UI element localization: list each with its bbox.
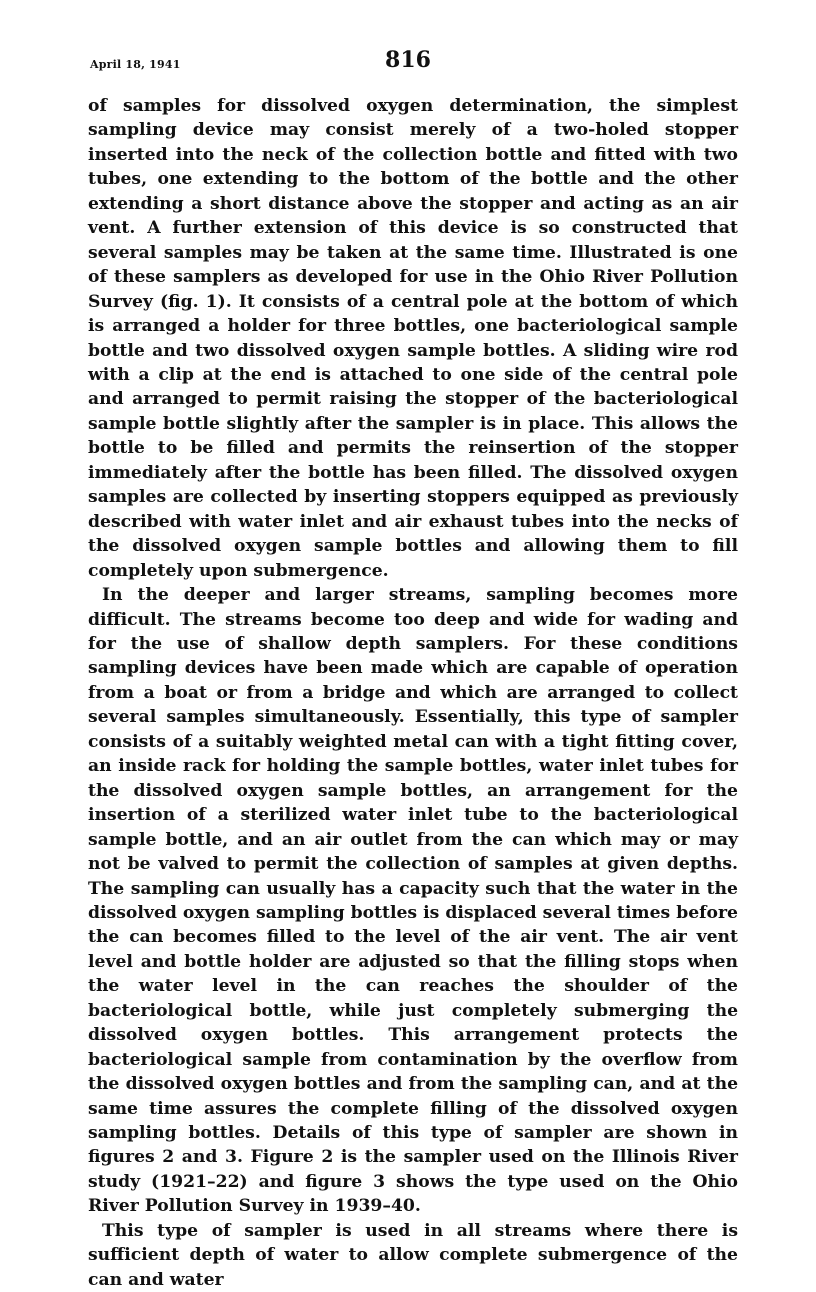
running-header-date: April 18, 1941 <box>90 58 181 71</box>
page-number: 816 <box>385 47 431 73</box>
paragraph-deeper-streams: In the deeper and larger streams, sampling becomes more difficult. The streams become too deep and wide for wading and for the use of shallow depth samplers. For these conditions sampling devices have been made which are capable of operation from a boat or from a bridge and which are arranged to collect several samples simultaneously. Essentially, this type of sampler consists of a suitably weighted metal can with a tight fitting cover, an inside rack for holding the sample bottles, water inlet tubes for the dissolved oxygen sample bottles, an arrangement for the insertion of a sterilized water inlet tube to the bacteriological sample bottle, and an air outlet from the can which may or may not be valved to permit the collection of samples at given depths. The sampling can usually has a capacity such that the water in the dissolved oxygen sampling bottles is displaced several times before the can becomes filled to the level of the air vent. The air vent level and bottle holder are adjusted so that the filling stops when the water level in the can reaches the shoulder of the bacteriological bottle, while just completely submerging the dissolved oxygen bottles. This arrangement protects the bacteriological sample from contamination by the overflow from the dissolved oxygen bottles and from the sampling can, and at the same time assures the complete filling of the dissolved oxygen sampling bottles. Details of this type of sampler are shown in figures 2 and 3. Figure 2 is the sampler used on the Illinois River study (1921–22) and figure 3 shows the type used on the Ohio River Pollution Survey in 1939–40. <box>88 585 738 1217</box>
body-text <box>88 94 738 1292</box>
paragraph-sampler-usage: This type of sampler is used in all streams where there is sufficient depth of water to allow complete submergence of the can and water <box>88 1220 738 1290</box>
paragraph-continued: of samples for dissolved oxygen determination, the simplest sampling device may consist merely of a two-holed stopper inserted into the neck of the collection bottle and fitted with two tubes, one extending to the bottom of the bottle and the other extending a short distance above the stopper and acting as an air vent. A further extension of this device is so constructed that several samples may be taken at the same time. Illustrated is one of these samplers as developed for use in the Ohio River Pollution Survey (fig. 1). It consists of a central pole at the bottom of which is arranged a holder for three bottles, one bacteriological sample bottle and two dissolved oxygen sample bottles. A sliding wire rod with a clip at the end is attached to one side of the central pole and arranged to permit raising the stopper of the bacteriological sample bottle slightly after the sampler is in place. This allows the bottle to be filled and permits the reinsertion of the stopper immediately after the bottle has been filled. The dissolved oxygen samples are collected by inserting stoppers equipped as previously described with water inlet and air exhaust tubes into the necks of the dissolved oxygen sample bottles and allowing them to fill completely upon submergence. <box>88 96 738 581</box>
